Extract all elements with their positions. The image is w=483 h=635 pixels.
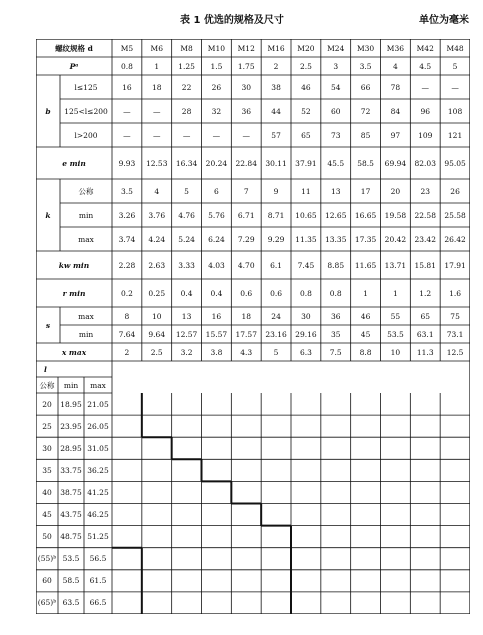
size-header-M48: M48 [446,43,464,53]
value-cell: 18 [151,82,162,92]
param-label: x max [61,347,87,357]
sub-label-k: 公称 [78,186,94,196]
value-cell: 13.35 [325,234,347,244]
value-cell: 11 [301,186,311,196]
value-cell: 46 [301,82,311,92]
value-cell: 30 [301,311,311,321]
value-cell: 4.5 [419,61,432,71]
l-min: 23.95 [60,421,82,431]
l-max: 21.05 [87,399,109,409]
value-cell: 16 [122,82,132,92]
value-cell: 65 [301,130,311,140]
sub-label-b: 125<l≤200 [64,106,108,116]
unit-note: 单位为毫米 [419,15,469,26]
value-cell: 2.63 [148,260,166,270]
value-cell: 60 [330,106,341,116]
value-cell: 6.3 [299,347,312,357]
l-nominal: 35 [42,465,52,475]
value-cell: 1.5 [210,61,223,71]
l-nominal: 40 [42,487,52,497]
value-cell: 25.58 [444,210,466,220]
l-max: 46.25 [87,510,109,520]
value-cell: 0.25 [148,288,166,298]
group-label-k: k [45,210,51,220]
value-cell: 23 [420,186,431,196]
value-cell: 16 [211,311,222,321]
value-cell: — [152,106,161,116]
value-cell: 10 [151,311,162,321]
value-cell: 22.84 [235,158,257,168]
size-header-M20: M20 [297,43,315,53]
l-max-header: max [90,380,106,390]
value-cell: 1 [363,288,368,298]
value-cell: 1.2 [419,288,432,298]
value-cell: 0.8 [120,61,133,71]
value-cell: 16.65 [354,210,377,220]
value-cell: 1.75 [237,61,255,71]
size-header-M30: M30 [356,43,375,53]
value-cell: 12.53 [146,158,168,168]
value-cell: 11.35 [295,234,317,244]
l-max: 51.25 [87,532,109,542]
value-cell: 23.16 [265,329,287,339]
value-cell: 13 [181,311,192,321]
value-cell: 84 [390,106,401,116]
l-nominal-header: 公称 [39,380,55,390]
value-cell: 96 [420,106,431,116]
value-cell: — [123,130,131,140]
value-cell: 73 [330,130,341,140]
value-cell: 17.57 [235,329,257,339]
value-cell: 22 [181,82,192,92]
value-cell: 17 [360,186,371,196]
value-cell: 4.03 [208,260,225,270]
l-min: 48.75 [60,532,82,542]
value-cell: — [242,130,250,140]
value-cell: 73.1 [446,329,464,339]
value-cell: 20.42 [384,234,407,244]
value-cell: 15.57 [205,329,228,339]
value-cell: 1 [393,288,398,298]
value-cell: 54 [330,82,341,92]
l-max: 66.5 [89,598,107,608]
l-min: 18.95 [60,399,82,409]
value-cell: 10.65 [295,210,317,220]
value-cell: 26 [211,82,222,92]
value-cell: 38 [271,82,281,92]
value-cell: 0.4 [210,288,223,298]
value-cell: 3.33 [178,260,195,270]
value-cell: 53.5 [387,329,404,339]
l-nominal: 60 [42,576,52,586]
value-cell: 3.26 [118,210,136,220]
value-cell: 35 [330,329,341,339]
value-cell: 8.8 [359,347,372,357]
l-min: 58.5 [62,576,80,586]
value-cell: 52 [301,106,311,116]
value-cell: 6.24 [208,234,225,244]
value-cell: 12.57 [175,329,198,339]
value-cell: 78 [390,82,401,92]
l-nominal: 30 [42,443,52,453]
value-cell: 11.3 [416,347,434,357]
l-nominal: 45 [42,510,52,520]
value-cell: 5 [273,347,279,357]
value-cell: 5 [452,61,458,71]
size-header-M12: M12 [237,43,255,53]
param-label: r min [62,288,86,298]
l-nominal: 20 [42,399,52,409]
l-min: 43.75 [60,510,82,520]
size-header-M8: M8 [180,43,193,53]
l-nominal: (65)ᵇ [37,598,57,608]
value-cell: 2.5 [299,61,312,71]
value-cell: 69.94 [384,158,407,168]
value-cell: 8 [124,311,130,321]
value-cell: 37.91 [295,158,317,168]
value-cell: 4 [393,61,398,71]
value-cell: 63.1 [416,329,434,339]
size-header-M16: M16 [267,43,285,53]
value-cell: 29.16 [295,329,317,339]
sub-label-b: l>200 [74,130,98,140]
value-cell: 11.65 [354,260,377,270]
value-cell: 1.6 [449,288,462,298]
sub-label-b: l≤125 [74,82,98,92]
l-max: 31.05 [87,443,109,453]
value-cell: 30.11 [265,158,287,168]
value-cell: 30 [241,82,252,92]
l-min: 28.95 [60,443,82,453]
value-cell: 121 [447,130,463,140]
value-cell: 3.5 [359,61,372,71]
value-cell: — [451,82,459,92]
value-cell: 1 [154,61,160,71]
value-cell: 75 [450,311,460,321]
param-label: e min [62,158,86,168]
table-header [0,8,483,28]
l-min: 38.75 [60,487,82,497]
value-cell: 3.2 [180,347,193,357]
value-cell: 18 [241,311,252,321]
value-cell: 5 [184,186,189,196]
value-cell: 8.71 [267,210,285,220]
value-cell: 17.35 [354,234,377,244]
value-cell: 12.5 [446,347,464,357]
l-max: 56.5 [89,554,107,564]
value-cell: 12.65 [325,210,347,220]
value-cell: 72 [360,106,371,116]
value-cell: 2 [124,347,130,357]
group-label-b: b [45,106,51,116]
value-cell: 7.45 [297,260,315,270]
value-cell: 20 [390,186,401,196]
l-min: 53.5 [62,554,80,564]
value-cell: 17.91 [444,260,466,270]
value-cell: 57 [271,130,281,140]
value-cell: 24 [271,311,281,321]
size-header-M36: M36 [386,43,405,53]
value-cell: 65 [420,311,431,321]
value-cell: 15.81 [414,260,436,270]
value-cell: 32 [211,106,222,116]
value-cell: 23.42 [414,234,436,244]
value-cell: 26 [450,186,460,196]
value-cell: 7 [243,186,249,196]
value-cell: 7.29 [237,234,255,244]
size-header-M24: M24 [327,43,345,53]
value-cell: 26.42 [444,234,466,244]
value-cell: 0.4 [180,288,193,298]
value-cell: 82.03 [414,158,436,168]
value-cell: 22.58 [414,210,436,220]
sub-label-k: min [78,210,94,220]
l-max: 41.25 [87,487,109,497]
size-header-M10: M10 [207,43,226,53]
value-cell: 55 [390,311,401,321]
value-cell: 3.5 [120,186,133,196]
l-nominal: 25 [42,421,52,431]
value-cell: 36 [241,106,252,116]
l-max: 26.05 [87,421,109,431]
value-cell: 97 [390,130,401,140]
sub-label-s: max [78,311,94,321]
value-cell: 45 [360,329,371,339]
value-cell: 2.28 [118,260,136,270]
value-cell: 10 [390,347,401,357]
param-label: kw min [58,260,90,270]
value-cell: 9.64 [148,329,166,339]
value-cell: 109 [418,130,433,140]
value-cell: — [421,82,429,92]
value-cell: 9 [273,186,279,196]
value-cell: 0.8 [329,288,342,298]
specification-table [36,39,470,614]
param-label: Pᵃ [69,61,79,71]
value-cell: 0.2 [120,288,133,298]
l-max: 61.5 [89,576,107,586]
size-header-M6: M6 [150,43,163,53]
value-cell: 36 [330,311,341,321]
value-cell: 9.29 [267,234,285,244]
value-cell: 6.1 [270,260,283,270]
value-cell: 8.85 [327,260,345,270]
value-cell: 44 [271,106,281,116]
value-cell: 3.76 [148,210,166,220]
size-header-M5: M5 [120,43,134,53]
value-cell: 28 [181,106,192,116]
value-cell: 0.6 [270,288,283,298]
l-min: 63.5 [62,598,80,608]
value-cell: 5.24 [178,234,195,244]
value-cell: 20.24 [205,158,228,168]
value-cell: 3.8 [210,347,223,357]
value-cell: 0.6 [240,288,253,298]
value-cell: 3.74 [118,234,136,244]
value-cell: 4.76 [178,210,195,220]
value-cell: 7.5 [329,347,342,357]
value-cell: — [212,130,221,140]
value-cell: 4.70 [237,260,255,270]
sub-label-k: max [78,234,94,244]
value-cell: — [152,130,161,140]
value-cell: 95.05 [444,158,466,168]
value-cell: 3 [333,61,339,71]
l-min: 33.75 [60,465,82,475]
value-cell: 1.25 [178,61,195,71]
value-cell: 4.24 [148,234,166,244]
value-cell: 46 [360,311,371,321]
value-cell: 13 [330,186,341,196]
l-symbol: l [44,364,47,374]
value-cell: 19.58 [384,210,407,220]
value-cell: — [182,130,191,140]
value-cell: 13.71 [384,260,407,270]
table-title: 表 1 优选的规格及尺寸 [180,15,284,26]
value-cell: 9.93 [118,158,136,168]
group-label-s: s [45,320,51,330]
value-cell: 6.71 [237,210,255,220]
value-cell: — [123,106,131,116]
value-cell: 66 [360,82,371,92]
value-cell: 16.34 [175,158,198,168]
value-cell: 45.5 [327,158,345,168]
value-cell: 108 [447,106,463,116]
l-min-header: min [63,380,79,390]
thread-spec-label: 螺纹规格 d [55,43,93,53]
value-cell: 0.8 [299,288,312,298]
value-cell: 4 [154,186,160,196]
value-cell: 2 [273,61,279,71]
value-cell: 7.64 [118,329,136,339]
value-cell: 4.3 [240,347,253,357]
value-cell: 6 [214,186,219,196]
l-max: 36.25 [87,465,109,475]
l-nominal: 50 [42,532,52,542]
value-cell: 5.76 [208,210,225,220]
sub-label-s: min [78,329,94,339]
size-header-M42: M42 [416,43,434,53]
value-cell: 85 [360,130,371,140]
value-cell: 58.5 [357,158,374,168]
l-nominal: (55)ᵇ [37,554,57,564]
value-cell: 2.5 [150,347,163,357]
